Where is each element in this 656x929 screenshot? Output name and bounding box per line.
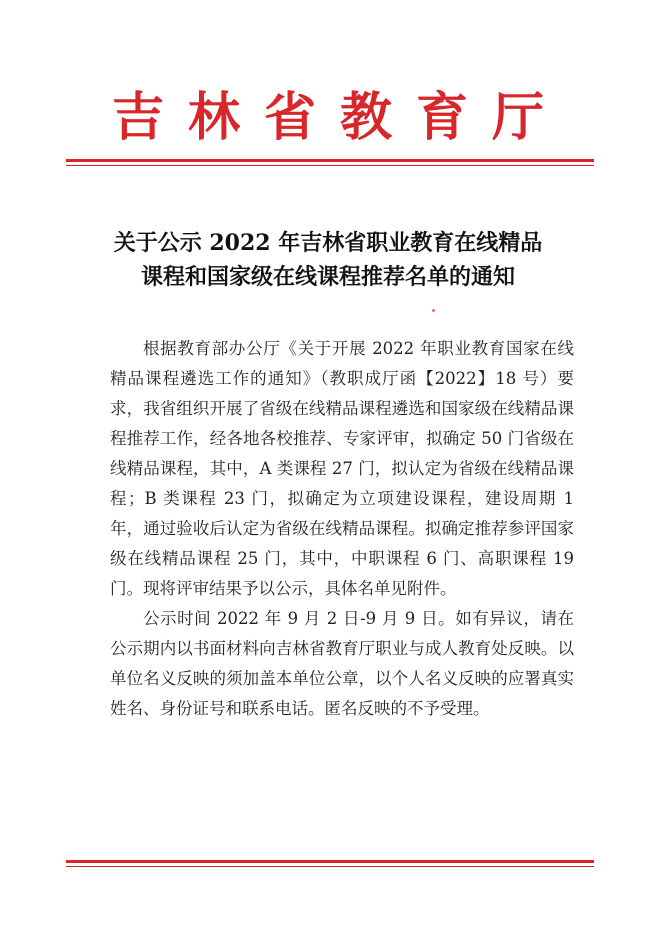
footer-divider-thick-line [66, 860, 594, 863]
body-paragraph-2: 公示时间 2022 年 9 月 2 日-9 月 9 日。如有异议，请在公示期内以书面材料向吉林省教育厅职业与成人教育处反映。以单位名义反映的须加盖本单位公章，以个人名义反映的应署真实姓名、身份证号和联系电话。匿名反映的不予受理。 [110, 609, 574, 718]
letterhead-divider [66, 159, 594, 166]
body-paragraph-1: 根据教育部办公厅《关于开展 2022 年职业教育国家在线精品课程遴选工作的通知》（教职成厅函【2022】18 号）要求，我省组织开展了省级在线精品课程遴选和国家级在线精品课程推荐工作，经各地各校推荐、专家评审，拟确定 50 门省级在线精品课程，其中，A 类课程 27 门，拟认定为省级在线精品课程；B 类课程 23 门，拟确定为立项建设课程，建设周期 1 年，通过验收后认定为省级在线精品课程。拟确定推荐参评国家级在线精品课程 25 门，其中，中职课程 6 门、高职课程 19 门。现将评审结果予以公示，具体名单见附件。 [110, 339, 574, 598]
red-mark [432, 309, 435, 312]
footer-divider [66, 860, 594, 867]
letterhead-org-name: 吉林省教育厅 [111, 87, 568, 148]
divider-thin-line [66, 165, 594, 166]
footer-divider-thin-line [66, 866, 594, 867]
document-title-line-1: 关于公示 2022 年吉林省职业教育在线精品 [113, 230, 543, 256]
document-body [110, 334, 574, 724]
document-title-line-2: 课程和国家级在线课程推荐名单的通知 [140, 264, 515, 290]
divider-thick-line [66, 159, 594, 162]
document-title [60, 226, 596, 294]
